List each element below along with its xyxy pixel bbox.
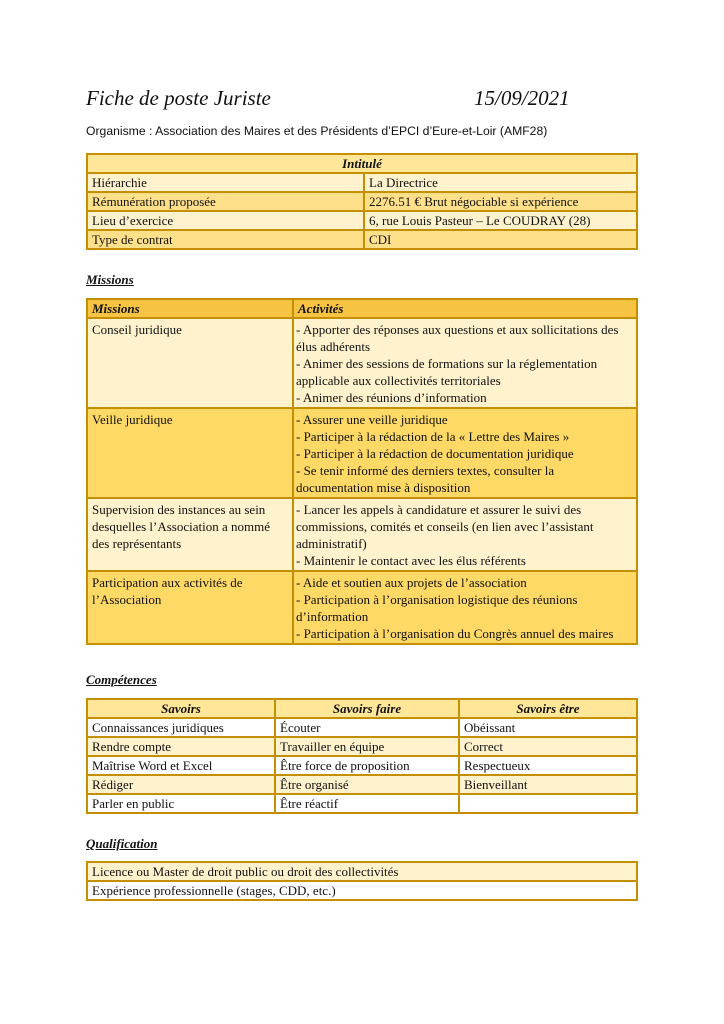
table-row xyxy=(87,881,637,900)
document-date: 15/09/2021 xyxy=(474,86,570,110)
activity-item: - Animer des réunions d’information xyxy=(296,390,487,405)
activity-item: - Participer à la rédaction de documentation juridique xyxy=(296,446,574,461)
table-row xyxy=(87,775,637,794)
qualification-cell: Expérience professionnelle (stages, CDD, etc.) xyxy=(87,881,637,900)
table-row xyxy=(87,794,637,813)
activity-item: - Animer des sessions de formations sur la réglementation applicable aux collectivités territoriales xyxy=(296,356,598,388)
activities-cell xyxy=(293,571,637,644)
activity-item: - Se tenir informé des derniers textes, consulter la documentation mise à disposition xyxy=(296,463,555,495)
mission-cell: Participation aux activités de l’Association xyxy=(87,571,293,644)
activity-item: - Apporter des réponses aux questions et aux sollicitations des élus adhérents xyxy=(296,322,619,354)
col-savoirs-etre-header: Savoirs être xyxy=(459,699,637,718)
intitule-heading: Intitulé xyxy=(87,154,637,173)
qualification-section-title: Qualification xyxy=(86,836,158,851)
table-row xyxy=(87,192,637,211)
table-row xyxy=(87,211,637,230)
row-label: Hiérarchie xyxy=(87,173,364,192)
table-row xyxy=(87,571,637,644)
savoir-etre-cell: Obéissant xyxy=(459,718,637,737)
intitule-table xyxy=(86,153,638,250)
activities-cell xyxy=(293,318,637,408)
table-row xyxy=(87,498,637,571)
table-row xyxy=(87,318,637,408)
savoir-cell: Maîtrise Word et Excel xyxy=(87,756,275,775)
activity-item: - Aide et soutien aux projets de l’association xyxy=(296,575,527,590)
missions-section-title: Missions xyxy=(86,272,134,287)
qualification-cell: Licence ou Master de droit public ou droit des collectivités xyxy=(87,862,637,881)
competences-table xyxy=(86,698,638,814)
col-savoirs-faire-header: Savoirs faire xyxy=(275,699,459,718)
organisme-line: Organisme : Association des Maires et des Présidents d’EPCI d’Eure-et-Loir (AMF28) xyxy=(86,124,548,138)
mission-cell: Conseil juridique xyxy=(87,318,293,408)
activity-item: - Participation à l’organisation logistique des réunions d’information xyxy=(296,592,578,624)
savoir-faire-cell: Travailler en équipe xyxy=(275,737,459,756)
savoir-etre-cell: Correct xyxy=(459,737,637,756)
activity-item: - Participation à l’organisation du Congrès annuel des maires xyxy=(296,626,614,641)
col-activites-header: Activités xyxy=(293,299,637,318)
mission-cell: Veille juridique xyxy=(87,408,293,498)
savoir-cell: Connaissances juridiques xyxy=(87,718,275,737)
document-title: Fiche de poste Juriste xyxy=(86,86,271,110)
table-row xyxy=(87,230,637,249)
activities-cell xyxy=(293,408,637,498)
savoir-cell: Rédiger xyxy=(87,775,275,794)
table-row xyxy=(87,862,637,881)
row-value: La Directrice xyxy=(364,173,637,192)
document-header xyxy=(86,86,586,116)
savoir-etre-cell: Bienveillant xyxy=(459,775,637,794)
savoir-etre-cell xyxy=(459,794,637,813)
row-label: Type de contrat xyxy=(87,230,364,249)
row-label: Lieu d’exercice xyxy=(87,211,364,230)
row-value: CDI xyxy=(364,230,637,249)
mission-cell: Supervision des instances au sein desquelles l’Association a nommé des représentants xyxy=(87,498,293,571)
savoir-cell: Parler en public xyxy=(87,794,275,813)
table-row xyxy=(87,408,637,498)
savoir-etre-cell: Respectueux xyxy=(459,756,637,775)
table-row xyxy=(87,756,637,775)
savoir-faire-cell: Écouter xyxy=(275,718,459,737)
col-savoirs-header: Savoirs xyxy=(87,699,275,718)
table-row xyxy=(87,173,637,192)
row-label: Rémunération proposée xyxy=(87,192,364,211)
row-value: 2276.51 € Brut négociable si expérience xyxy=(364,192,637,211)
row-value: 6, rue Louis Pasteur – Le COUDRAY (28) xyxy=(364,211,637,230)
missions-table xyxy=(86,298,638,645)
qualification-table xyxy=(86,861,638,901)
col-missions-header: Missions xyxy=(87,299,293,318)
savoir-faire-cell: Être réactif xyxy=(275,794,459,813)
activity-item: - Maintenir le contact avec les élus référents xyxy=(296,553,526,568)
competences-section-title: Compétences xyxy=(86,672,157,687)
activity-item: - Participer à la rédaction de la « Lettre des Maires » xyxy=(296,429,570,444)
activity-item: - Assurer une veille juridique xyxy=(296,412,448,427)
activity-item: - Lancer les appels à candidature et assurer le suivi des commissions, comités et conseils (en lien avec l’assistant administratif) xyxy=(296,502,594,551)
activities-cell xyxy=(293,498,637,571)
savoir-faire-cell: Être organisé xyxy=(275,775,459,794)
savoir-cell: Rendre compte xyxy=(87,737,275,756)
table-row xyxy=(87,737,637,756)
savoir-faire-cell: Être force de proposition xyxy=(275,756,459,775)
table-row xyxy=(87,718,637,737)
